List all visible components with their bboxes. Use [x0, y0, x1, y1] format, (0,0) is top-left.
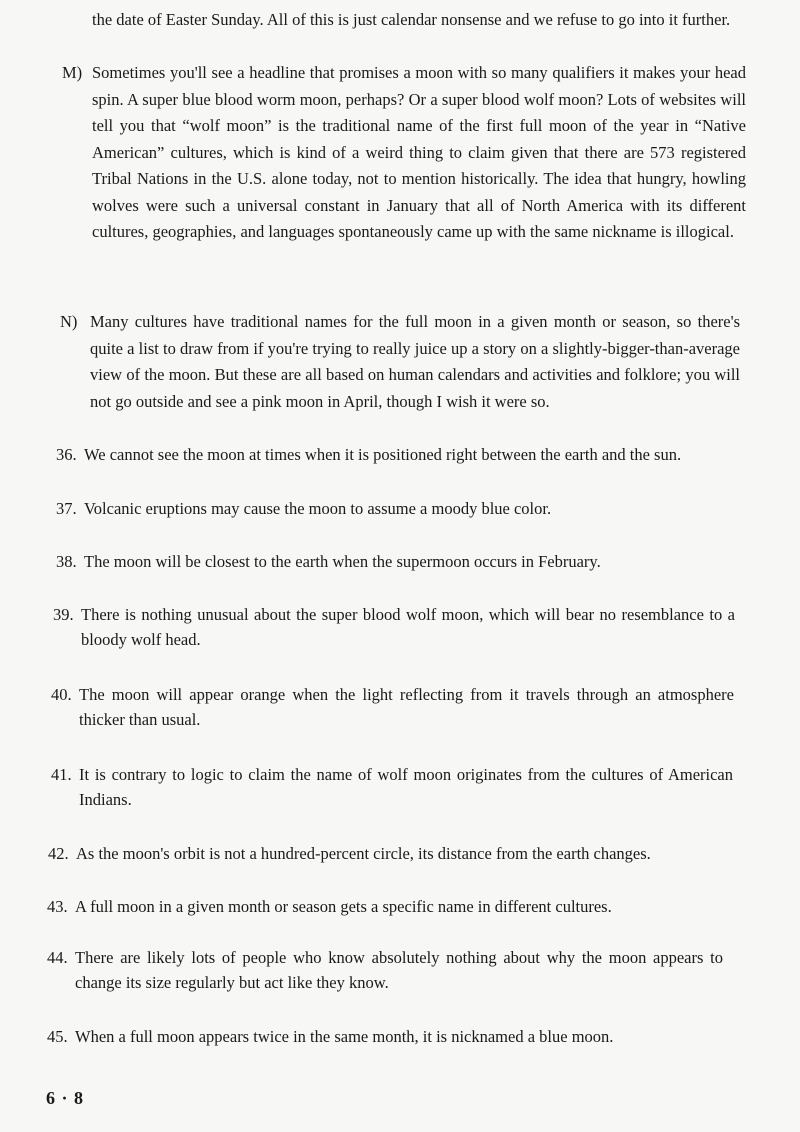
statement-36 — [56, 442, 716, 467]
statement-text: The moon will be closest to the earth when the supermoon occurs in February. — [84, 552, 601, 571]
paragraph-n — [60, 309, 740, 415]
paragraph-text: Sometimes you'll see a headline that promises a moon with so many qualifiers it makes your head spin. A super blue blood worm moon, perhaps? Or a super blood wolf moon? Lots of websites will tell you that “wolf moon” is the traditional name of the first full moon of the year in “Native American” cultures, which is kind of a weird thing to claim given that there are 573 registered Tribal Nations in the U.S. alone today, not to mention historically. The idea that hungry, howling wolves were such a universal constant in January that all of North America with its different cultures, geographies, and languages spontaneously came up with the same nickname is illogical. — [92, 63, 746, 241]
statement-text: It is contrary to logic to claim the name of wolf moon originates from the cultures of American Indians. — [79, 765, 733, 809]
statement-number: 45. — [47, 1027, 68, 1046]
paragraph-label: M) — [62, 63, 83, 82]
statement-text: There is nothing unusual about the super blood wolf moon, which will bear no resemblance to a bloody wolf head. — [81, 605, 735, 649]
statement-text: There are likely lots of people who know absolutely nothing about why the moon appears to change its size regularly but act like they know. — [75, 948, 723, 992]
statement-39 — [53, 602, 735, 652]
statement-text: The moon will appear orange when the light reflecting from it travels through an atmosphere thicker than usual. — [79, 685, 734, 729]
statement-number: 40. — [51, 685, 72, 704]
paragraph-label: N) — [60, 312, 78, 331]
statement-text: When a full moon appears twice in the same month, it is nicknamed a blue moon. — [75, 1027, 614, 1046]
statement-number: 39. — [53, 605, 74, 624]
page-number: 6 · 8 — [46, 1088, 85, 1108]
statement-number: 44. — [47, 948, 68, 967]
statement-text: As the moon's orbit is not a hundred-percent circle, its distance from the earth changes. — [76, 844, 651, 863]
statement-44 — [47, 945, 723, 995]
statement-text: We cannot see the moon at times when it is positioned right between the earth and the sun. — [84, 445, 682, 464]
statement-number: 36. — [56, 445, 77, 464]
statement-number: 37. — [56, 499, 77, 518]
statement-number: 43. — [47, 897, 68, 916]
paragraph-m — [62, 60, 746, 246]
statement-45 — [47, 1024, 727, 1049]
statement-37 — [56, 496, 716, 521]
statement-42 — [48, 841, 728, 866]
statement-number: 41. — [51, 765, 72, 784]
statement-text: Volcanic eruptions may cause the moon to assume a moody blue color. — [84, 499, 552, 518]
statement-43 — [47, 894, 727, 919]
paragraph-text: Many cultures have traditional names for the full moon in a given month or season, so there's quite a list to draw from if you're trying to really juice up a story on a slightly-bigger-than-average view of the moon. But these are all based on human calendars and activities and folklore; you will not go outside and see a pink moon in April, though I wish it were so. — [90, 312, 740, 411]
continued-paragraph-line: the date of Easter Sunday. All of this is just calendar nonsense and we refuse to go into it further. — [92, 10, 731, 29]
statement-text: A full moon in a given month or season gets a specific name in different cultures. — [75, 897, 612, 916]
statement-38 — [56, 549, 716, 574]
statement-41 — [51, 762, 733, 812]
statement-number: 42. — [48, 844, 69, 863]
statement-number: 38. — [56, 552, 77, 571]
statement-40 — [51, 682, 734, 732]
